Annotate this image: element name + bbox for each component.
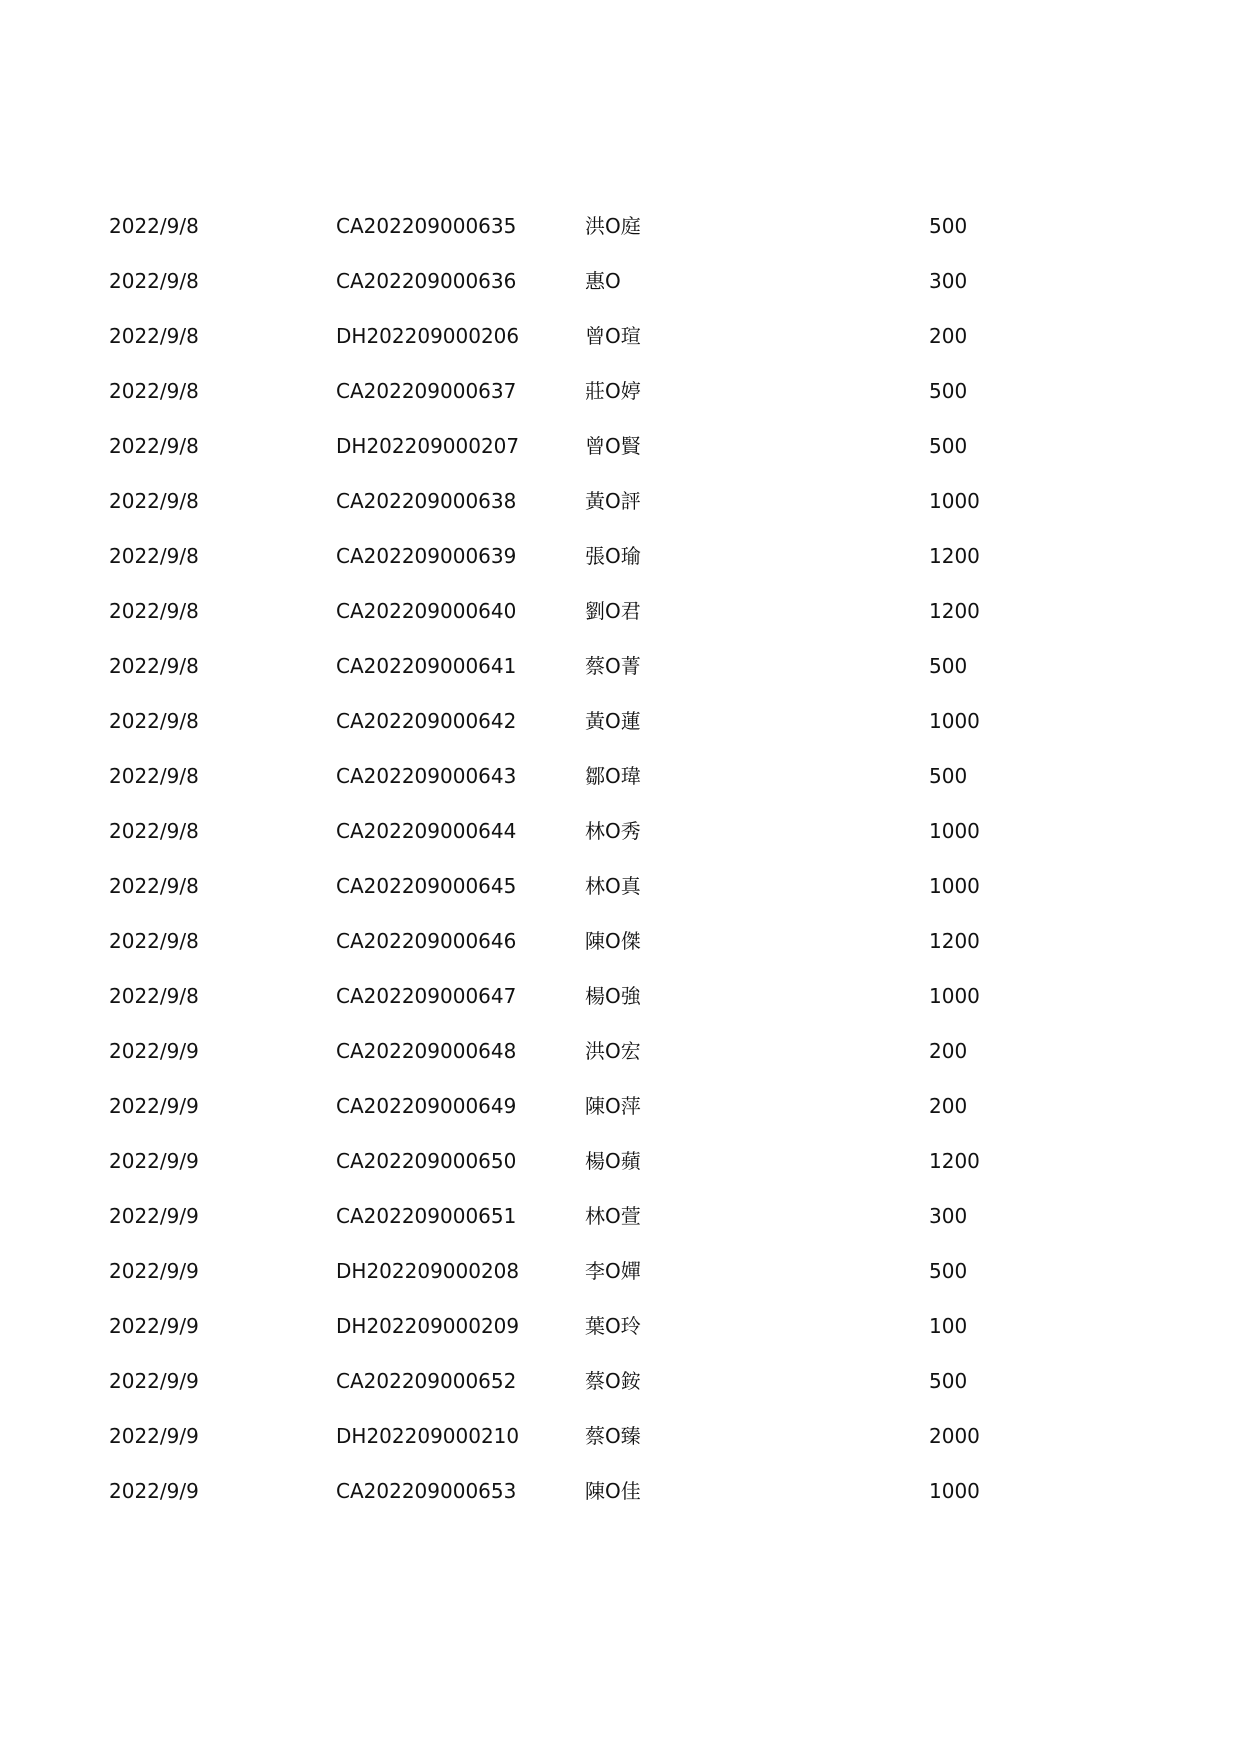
date-cell: 2022/9/8 <box>109 324 199 348</box>
amount-cell: 500 <box>929 764 968 788</box>
code-cell: CA202209000646 <box>336 929 517 953</box>
amount-cell: 500 <box>929 214 968 238</box>
amount-cell: 200 <box>929 1039 968 1063</box>
code-cell: CA202209000651 <box>336 1204 517 1228</box>
name-cell: 林O秀 <box>585 819 641 843</box>
table-row <box>0 486 1240 516</box>
code-cell: CA202209000643 <box>336 764 517 788</box>
table-row <box>0 1146 1240 1176</box>
code-cell: CA202209000638 <box>336 489 517 513</box>
amount-cell: 500 <box>929 379 968 403</box>
table-row <box>0 266 1240 296</box>
table-row <box>0 1036 1240 1066</box>
date-cell: 2022/9/8 <box>109 269 199 293</box>
code-cell: CA202209000653 <box>336 1479 517 1503</box>
table-row <box>0 321 1240 351</box>
amount-cell: 1000 <box>929 874 980 898</box>
name-cell: 鄒O瑋 <box>585 764 641 788</box>
code-cell: CA202209000645 <box>336 874 517 898</box>
table-row <box>0 816 1240 846</box>
date-cell: 2022/9/9 <box>109 1094 199 1118</box>
name-cell: 黃O評 <box>585 489 641 513</box>
date-cell: 2022/9/9 <box>109 1204 199 1228</box>
amount-cell: 500 <box>929 1369 968 1393</box>
name-cell: 洪O宏 <box>585 1039 641 1063</box>
table-row <box>0 1201 1240 1231</box>
table-row <box>0 596 1240 626</box>
amount-cell: 100 <box>929 1314 968 1338</box>
code-cell: CA202209000650 <box>336 1149 517 1173</box>
table-row <box>0 1421 1240 1451</box>
date-cell: 2022/9/9 <box>109 1039 199 1063</box>
name-cell: 楊O蘋 <box>585 1149 641 1173</box>
amount-cell: 500 <box>929 654 968 678</box>
code-cell: CA202209000652 <box>336 1369 517 1393</box>
name-cell: 張O瑜 <box>585 544 641 568</box>
table-row <box>0 761 1240 791</box>
code-cell: CA202209000635 <box>336 214 517 238</box>
code-cell: CA202209000642 <box>336 709 517 733</box>
date-cell: 2022/9/8 <box>109 929 199 953</box>
code-cell: DH202209000210 <box>336 1424 520 1448</box>
amount-cell: 1200 <box>929 599 980 623</box>
name-cell: 林O真 <box>585 874 641 898</box>
amount-cell: 1200 <box>929 544 980 568</box>
date-cell: 2022/9/9 <box>109 1259 199 1283</box>
amount-cell: 1000 <box>929 489 980 513</box>
table-row <box>0 1366 1240 1396</box>
code-cell: CA202209000639 <box>336 544 517 568</box>
amount-cell: 1200 <box>929 929 980 953</box>
amount-cell: 1200 <box>929 1149 980 1173</box>
date-cell: 2022/9/9 <box>109 1314 199 1338</box>
name-cell: 蔡O銨 <box>585 1369 641 1393</box>
date-cell: 2022/9/8 <box>109 984 199 1008</box>
amount-cell: 300 <box>929 269 968 293</box>
name-cell: 陳O佳 <box>585 1479 641 1503</box>
amount-cell: 1000 <box>929 1479 980 1503</box>
amount-cell: 200 <box>929 324 968 348</box>
name-cell: 蔡O菁 <box>585 654 641 678</box>
name-cell: 黃O蓮 <box>585 709 641 733</box>
date-cell: 2022/9/9 <box>109 1424 199 1448</box>
name-cell: 陳O傑 <box>585 929 641 953</box>
code-cell: CA202209000648 <box>336 1039 517 1063</box>
table-row <box>0 926 1240 956</box>
amount-cell: 200 <box>929 1094 968 1118</box>
table-row <box>0 211 1240 241</box>
date-cell: 2022/9/8 <box>109 379 199 403</box>
name-cell: 林O萱 <box>585 1204 641 1228</box>
code-cell: CA202209000637 <box>336 379 517 403</box>
amount-cell: 500 <box>929 434 968 458</box>
name-cell: 劉O君 <box>585 599 641 623</box>
date-cell: 2022/9/8 <box>109 709 199 733</box>
name-cell: 李O嬋 <box>585 1259 641 1283</box>
table-row <box>0 1091 1240 1121</box>
name-cell: 陳O萍 <box>585 1094 641 1118</box>
date-cell: 2022/9/8 <box>109 214 199 238</box>
amount-cell: 1000 <box>929 984 980 1008</box>
amount-cell: 1000 <box>929 709 980 733</box>
date-cell: 2022/9/8 <box>109 434 199 458</box>
name-cell: 楊O強 <box>585 984 641 1008</box>
table-row <box>0 651 1240 681</box>
amount-cell: 1000 <box>929 819 980 843</box>
name-cell: 葉O玲 <box>585 1314 641 1338</box>
table-row <box>0 706 1240 736</box>
name-cell: 曾O瑄 <box>585 324 641 348</box>
code-cell: DH202209000206 <box>336 324 520 348</box>
code-cell: DH202209000208 <box>336 1259 520 1283</box>
date-cell: 2022/9/9 <box>109 1149 199 1173</box>
table-row <box>0 871 1240 901</box>
date-cell: 2022/9/8 <box>109 874 199 898</box>
code-cell: CA202209000649 <box>336 1094 517 1118</box>
amount-cell: 300 <box>929 1204 968 1228</box>
date-cell: 2022/9/8 <box>109 599 199 623</box>
date-cell: 2022/9/8 <box>109 654 199 678</box>
amount-cell: 500 <box>929 1259 968 1283</box>
date-cell: 2022/9/8 <box>109 764 199 788</box>
date-cell: 2022/9/9 <box>109 1479 199 1503</box>
code-cell: DH202209000209 <box>336 1314 520 1338</box>
table-row <box>0 431 1240 461</box>
name-cell: 莊O婷 <box>585 379 641 403</box>
table-row <box>0 376 1240 406</box>
name-cell: 曾O賢 <box>585 434 641 458</box>
name-cell: 洪O庭 <box>585 214 641 238</box>
table-row <box>0 1476 1240 1506</box>
code-cell: CA202209000636 <box>336 269 517 293</box>
amount-cell: 2000 <box>929 1424 980 1448</box>
code-cell: CA202209000640 <box>336 599 517 623</box>
table-row <box>0 1311 1240 1341</box>
name-cell: 蔡O臻 <box>585 1424 641 1448</box>
date-cell: 2022/9/8 <box>109 544 199 568</box>
date-cell: 2022/9/9 <box>109 1369 199 1393</box>
code-cell: DH202209000207 <box>336 434 520 458</box>
table-row <box>0 1256 1240 1286</box>
table-row <box>0 541 1240 571</box>
date-cell: 2022/9/8 <box>109 819 199 843</box>
name-cell: 惠O <box>585 269 621 293</box>
date-cell: 2022/9/8 <box>109 489 199 513</box>
code-cell: CA202209000644 <box>336 819 517 843</box>
table-row <box>0 981 1240 1011</box>
code-cell: CA202209000641 <box>336 654 517 678</box>
code-cell: CA202209000647 <box>336 984 517 1008</box>
